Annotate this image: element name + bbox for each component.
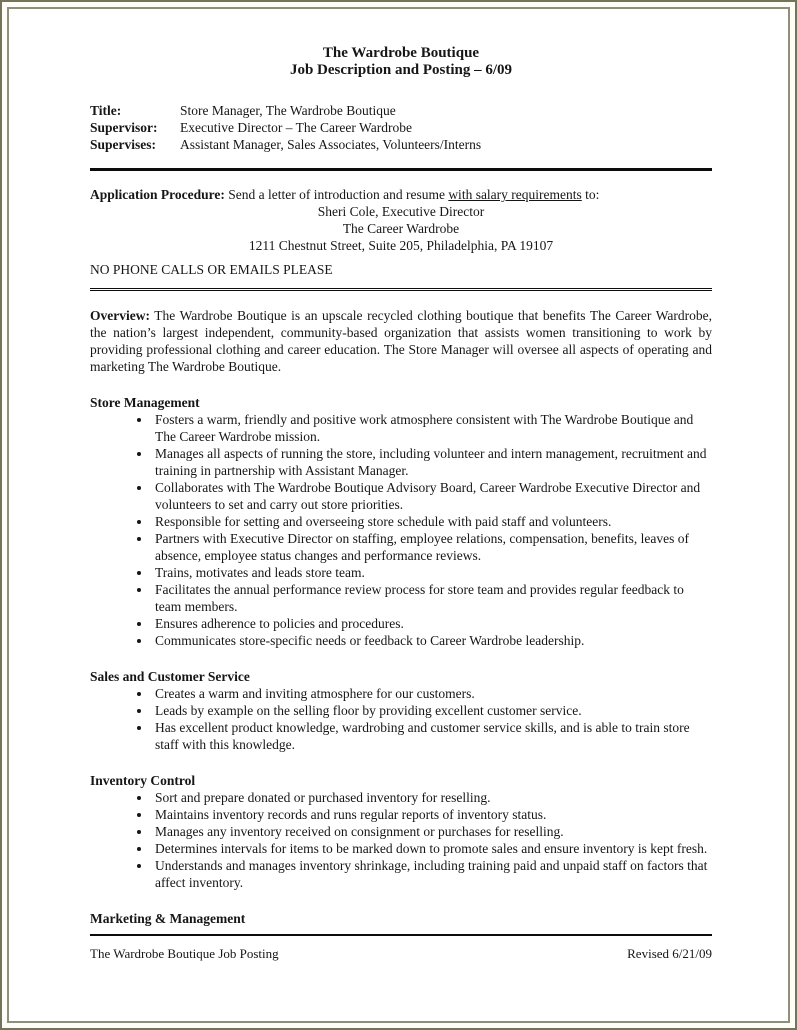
list-item: • Has excellent product knowledge, wardrobing and customer service skills, and is able to train store staff with this knowledge. — [152, 719, 712, 753]
list-item: • Fosters a warm, friendly and positive work atmosphere consistent with The Wardrobe Boutique and The Career Wardrobe mission. — [152, 411, 712, 445]
footer-divider — [90, 934, 712, 936]
decorative-frame — [7, 7, 790, 1023]
overview-paragraph — [90, 307, 712, 375]
list-item: • Understands and manages inventory shrinkage, including training paid and unpaid staff on factors that affect inventory. — [152, 857, 712, 891]
meta-block — [90, 103, 712, 153]
meta-value: Executive Director – The Career Wardrobe — [180, 119, 412, 135]
meta-label: Supervises: — [90, 136, 157, 152]
footer-document-name: The Wardrobe Boutique Job Posting — [90, 945, 279, 961]
list-item: • Leads by example on the selling floor by providing excellent customer service. — [152, 702, 712, 719]
list-item: • Trains, motivates and leads store team. — [152, 564, 712, 581]
application-procedure-block — [90, 186, 712, 278]
section-heading-store-management: Store Management — [90, 395, 200, 411]
list-item: • Responsible for setting and overseeing store schedule with paid staff and volunteers. — [152, 513, 712, 530]
store-management-list — [90, 411, 712, 649]
application-text-before: Send a letter of introduction and resume — [224, 187, 449, 203]
section-divider — [90, 288, 712, 291]
meta-value: Store Manager, The Wardrobe Boutique — [180, 103, 396, 118]
contact-name: Sheri Cole, Executive Director — [317, 204, 485, 220]
document-header — [90, 45, 712, 79]
list-item: • Maintains inventory records and runs regular reports of inventory status. — [152, 806, 712, 823]
footer-revision-date: Revised 6/21/09 — [627, 945, 712, 961]
overview-text: The Wardrobe Boutique is an upscale recycled clothing boutique that benefits The Career Wardrobe, the nation’s largest independent, community-based organization that assists women transitioning to work by providing professional clothing and career education. The Store Manager will oversee all aspects of operating and marketing The Wardrobe Boutique. — [90, 308, 712, 375]
list-item: • Manages any inventory received on consignment or purchases for reselling. — [152, 823, 712, 840]
contact-organization: The Career Wardrobe — [342, 221, 460, 237]
application-procedure-label: Application Procedure: — [90, 187, 225, 203]
section-heading-sales-customer-service: Sales and Customer Service — [90, 669, 250, 685]
salary-requirements-underline: with salary requirements — [448, 187, 582, 203]
list-item: • Sort and prepare donated or purchased inventory for reselling. — [152, 789, 712, 806]
list-item: • Communicates store-specific needs or feedback to Career Wardrobe leadership. — [152, 632, 712, 649]
inventory-control-list — [90, 789, 712, 891]
meta-row-title — [90, 103, 712, 120]
no-phone-calls-notice: NO PHONE CALLS OR EMAILS PLEASE — [90, 262, 333, 278]
section-heading-marketing-management: Marketing & Management — [90, 911, 246, 927]
overview-label: Overview: — [90, 308, 150, 324]
document-content — [9, 9, 788, 1021]
list-item: • Partners with Executive Director on staffing, employee relations, compensation, benefits, leaves of absence, employee status changes and performance reviews. — [152, 530, 712, 564]
footer-row — [90, 943, 712, 962]
list-item: • Facilitates the annual performance review process for store team and provides regular feedback to team members. — [152, 581, 712, 615]
document-subtitle: Job Description and Posting – 6/09 — [289, 62, 513, 78]
application-procedure-line — [90, 186, 712, 203]
meta-label: Supervisor: — [90, 119, 158, 135]
list-item: • Ensures adherence to policies and procedures. — [152, 615, 712, 632]
sales-customer-service-list — [90, 685, 712, 753]
list-item: • Determines intervals for items to be marked down to promote sales and ensure inventory is kept fresh. — [152, 840, 712, 857]
contact-address: 1211 Chestnut Street, Suite 205, Philadelphia, PA 19107 — [248, 238, 554, 254]
application-text-after: to: — [581, 187, 600, 203]
document-title: The Wardrobe Boutique — [322, 45, 480, 61]
meta-row-supervisor — [90, 120, 712, 137]
list-item: • Creates a warm and inviting atmosphere for our customers. — [152, 685, 712, 702]
section-heading-inventory-control: Inventory Control — [90, 773, 196, 789]
meta-value: Assistant Manager, Sales Associates, Volunteers/Interns — [180, 136, 482, 152]
meta-row-supervises — [90, 137, 712, 154]
section-divider — [90, 168, 712, 171]
list-item: • Collaborates with The Wardrobe Boutique Advisory Board, Career Wardrobe Executive Director and volunteers to set and carry out store priorities. — [152, 479, 712, 513]
page-footer — [90, 934, 712, 962]
list-item: • Manages all aspects of running the store, including volunteer and intern management, recruitment and training in partnership with Assistant Manager. — [152, 445, 712, 479]
meta-label: Title: — [90, 103, 122, 118]
